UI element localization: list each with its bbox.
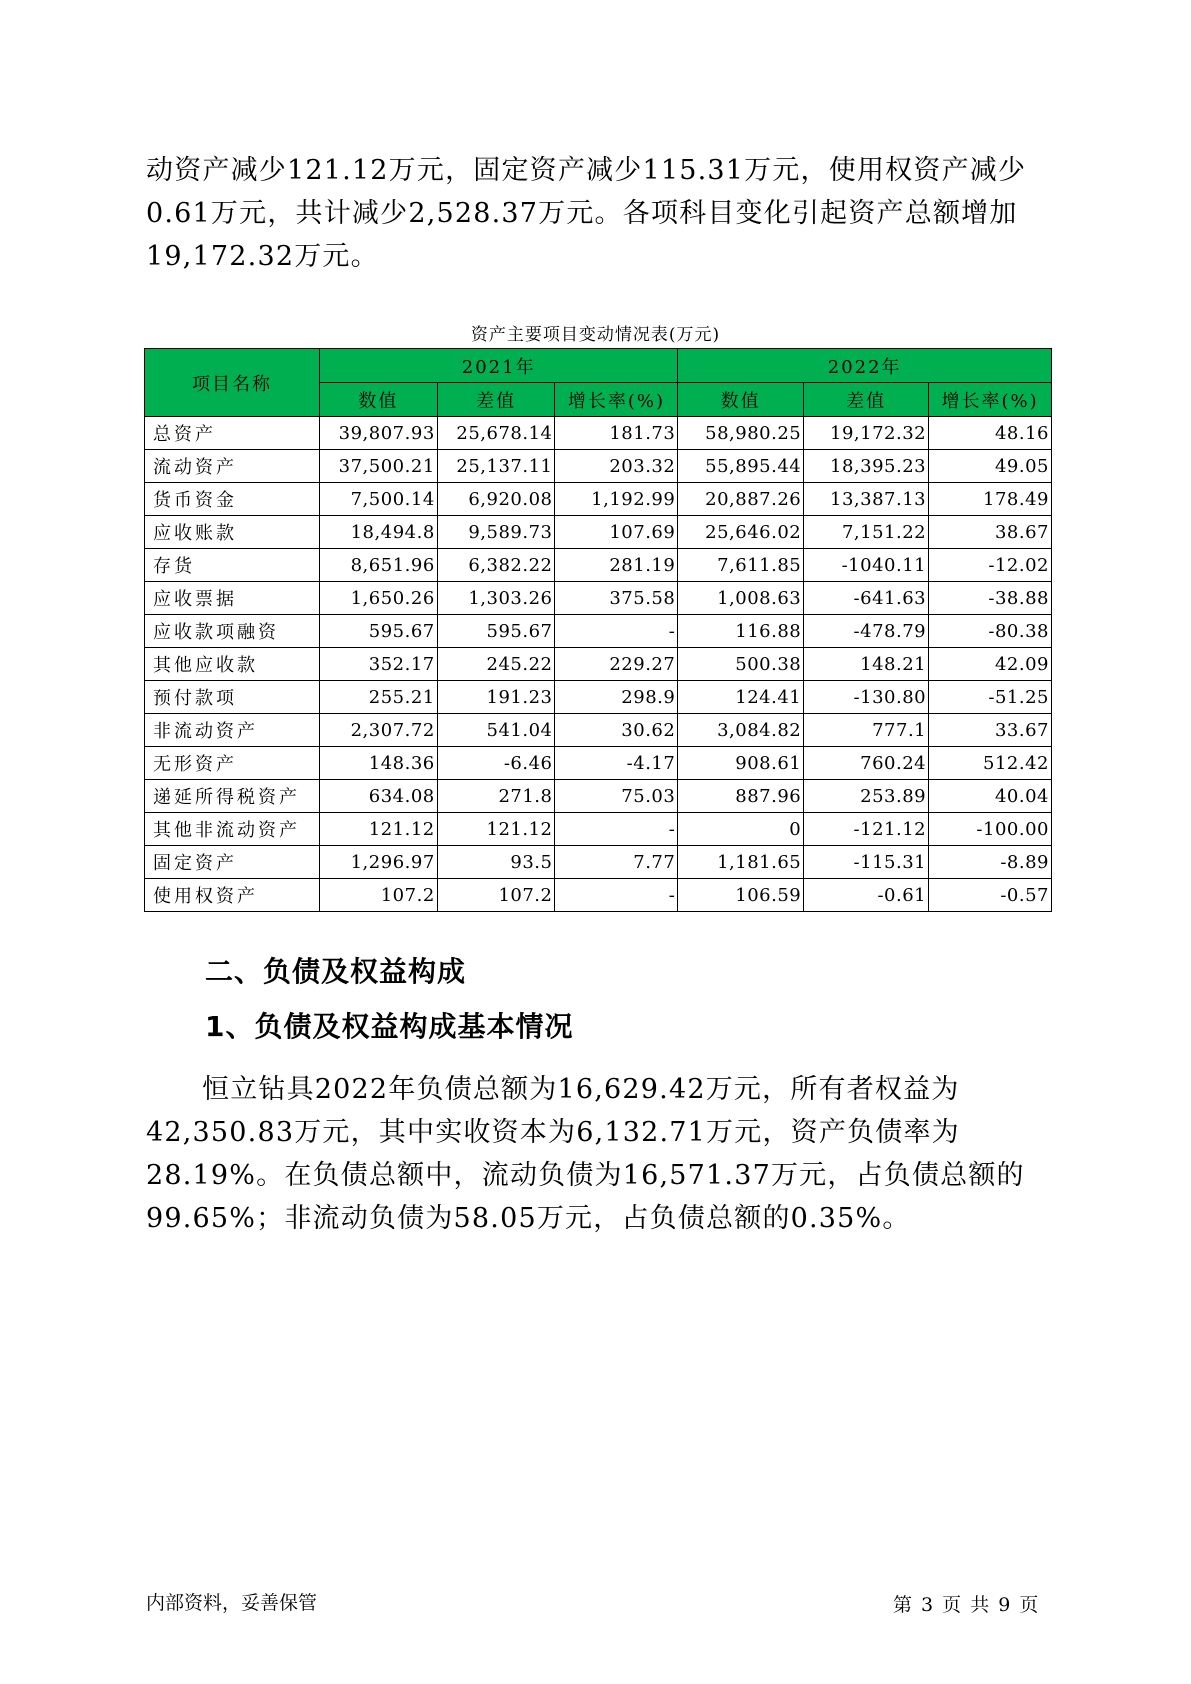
row-value-cell: -80.38 bbox=[929, 615, 1052, 648]
row-value-cell: 500.38 bbox=[678, 648, 804, 681]
row-value-cell: 25,137.11 bbox=[437, 450, 555, 483]
row-value-cell: 55,895.44 bbox=[678, 450, 804, 483]
row-item-name: 预付款项 bbox=[145, 681, 320, 714]
row-item-name: 流动资产 bbox=[145, 450, 320, 483]
row-value-cell: 116.88 bbox=[678, 615, 804, 648]
row-value-cell: 20,887.26 bbox=[678, 483, 804, 516]
row-value-cell: 18,494.8 bbox=[320, 516, 438, 549]
row-value-cell: -0.61 bbox=[804, 879, 929, 912]
row-value-cell: 298.9 bbox=[555, 681, 678, 714]
row-item-name: 非流动资产 bbox=[145, 714, 320, 747]
row-value-cell: 595.67 bbox=[320, 615, 438, 648]
row-value-cell: 512.42 bbox=[929, 747, 1052, 780]
row-value-cell: 1,192.99 bbox=[555, 483, 678, 516]
subsection-heading: 1、负债及权益构成基本情况 bbox=[205, 1010, 574, 1043]
row-value-cell: 1,008.63 bbox=[678, 582, 804, 615]
row-value-cell: -641.63 bbox=[804, 582, 929, 615]
body-paragraph: 恒立钻具2022年负债总额为16,629.42万元，所有者权益为42,350.83万元，其中实收资本为6,132.71万元，资产负债率为28.19%。在负债总额中，流动负债为16,571.37万元，占负债总额的99.65%；非流动负债为58.05万元，占负债总额的0.35%。 bbox=[146, 1074, 1025, 1234]
row-value-cell: 148.36 bbox=[320, 747, 438, 780]
header-difference: 差值 bbox=[804, 383, 929, 417]
row-value-cell: 760.24 bbox=[804, 747, 929, 780]
row-value-cell: 777.1 bbox=[804, 714, 929, 747]
row-value-cell: 281.19 bbox=[555, 549, 678, 582]
row-value-cell: 19,172.32 bbox=[804, 417, 929, 450]
row-item-name: 货币资金 bbox=[145, 483, 320, 516]
table-row bbox=[145, 714, 1052, 747]
row-value-cell: 2,307.72 bbox=[320, 714, 438, 747]
row-value-cell: 106.59 bbox=[678, 879, 804, 912]
row-value-cell: 245.22 bbox=[437, 648, 555, 681]
row-value-cell: - bbox=[555, 879, 678, 912]
row-value-cell: 178.49 bbox=[929, 483, 1052, 516]
row-value-cell: 7,611.85 bbox=[678, 549, 804, 582]
row-value-cell: 181.73 bbox=[555, 417, 678, 450]
row-value-cell: 25,678.14 bbox=[437, 417, 555, 450]
header-year-2022: 2022年 bbox=[678, 349, 1052, 383]
row-value-cell: 6,382.22 bbox=[437, 549, 555, 582]
row-value-cell: 148.21 bbox=[804, 648, 929, 681]
row-value-cell: 107.2 bbox=[320, 879, 438, 912]
row-value-cell: 37,500.21 bbox=[320, 450, 438, 483]
row-value-cell: 13,387.13 bbox=[804, 483, 929, 516]
row-value-cell: -0.57 bbox=[929, 879, 1052, 912]
row-value-cell: 121.12 bbox=[320, 813, 438, 846]
row-value-cell: 75.03 bbox=[555, 780, 678, 813]
table-row bbox=[145, 681, 1052, 714]
row-value-cell: 595.67 bbox=[437, 615, 555, 648]
row-value-cell: 887.96 bbox=[678, 780, 804, 813]
row-value-cell: 0 bbox=[678, 813, 804, 846]
header-value: 数值 bbox=[320, 383, 438, 417]
row-value-cell: 229.27 bbox=[555, 648, 678, 681]
row-value-cell: 33.67 bbox=[929, 714, 1052, 747]
row-value-cell: - bbox=[555, 615, 678, 648]
table-row bbox=[145, 846, 1052, 879]
row-value-cell: 42.09 bbox=[929, 648, 1052, 681]
row-value-cell: 39,807.93 bbox=[320, 417, 438, 450]
row-value-cell: -115.31 bbox=[804, 846, 929, 879]
row-value-cell: 8,651.96 bbox=[320, 549, 438, 582]
row-value-cell: 271.8 bbox=[437, 780, 555, 813]
row-item-name: 应收款项融资 bbox=[145, 615, 320, 648]
row-item-name: 使用权资产 bbox=[145, 879, 320, 912]
header-value: 数值 bbox=[678, 383, 804, 417]
row-value-cell: -100.00 bbox=[929, 813, 1052, 846]
row-value-cell: 93.5 bbox=[437, 846, 555, 879]
row-value-cell: -12.02 bbox=[929, 549, 1052, 582]
table-row bbox=[145, 879, 1052, 912]
table-row bbox=[145, 582, 1052, 615]
section-heading: 二、负债及权益构成 bbox=[205, 955, 467, 988]
row-value-cell: - bbox=[555, 813, 678, 846]
header-growth-rate: 增长率(%) bbox=[555, 383, 678, 417]
row-item-name: 应收账款 bbox=[145, 516, 320, 549]
header-year-2021: 2021年 bbox=[320, 349, 678, 383]
row-value-cell: 18,395.23 bbox=[804, 450, 929, 483]
table-row bbox=[145, 648, 1052, 681]
footer-confidential-note: 内部资料，妥善保管 bbox=[146, 1592, 318, 1614]
row-value-cell: 38.67 bbox=[929, 516, 1052, 549]
row-value-cell: 3,084.82 bbox=[678, 714, 804, 747]
row-value-cell: 1,303.26 bbox=[437, 582, 555, 615]
asset-change-table bbox=[144, 348, 1052, 912]
row-value-cell: 121.12 bbox=[437, 813, 555, 846]
row-value-cell: 107.69 bbox=[555, 516, 678, 549]
table-row bbox=[145, 549, 1052, 582]
row-value-cell: 1,650.26 bbox=[320, 582, 438, 615]
table-caption: 资产主要项目变动情况表(万元) bbox=[470, 325, 721, 345]
row-value-cell: -4.17 bbox=[555, 747, 678, 780]
row-value-cell: 9,589.73 bbox=[437, 516, 555, 549]
intro-paragraph: 动资产减少121.12万元，固定资产减少115.31万元，使用权资产减少0.61万元，共计减少2,528.37万元。各项科目变化引起资产总额增加19,172.32万元。 bbox=[146, 155, 1027, 272]
row-value-cell: 375.58 bbox=[555, 582, 678, 615]
row-value-cell: -130.80 bbox=[804, 681, 929, 714]
row-value-cell: 253.89 bbox=[804, 780, 929, 813]
row-value-cell: 634.08 bbox=[320, 780, 438, 813]
row-value-cell: 7,500.14 bbox=[320, 483, 438, 516]
row-value-cell: 6,920.08 bbox=[437, 483, 555, 516]
row-item-name: 无形资产 bbox=[145, 747, 320, 780]
row-value-cell: -51.25 bbox=[929, 681, 1052, 714]
row-value-cell: 908.61 bbox=[678, 747, 804, 780]
footer-page-number: 第 3 页 共 9 页 bbox=[893, 1594, 1039, 1616]
row-value-cell: 25,646.02 bbox=[678, 516, 804, 549]
row-value-cell: 49.05 bbox=[929, 450, 1052, 483]
row-value-cell: 7,151.22 bbox=[804, 516, 929, 549]
row-value-cell: 107.2 bbox=[437, 879, 555, 912]
row-value-cell: -38.88 bbox=[929, 582, 1052, 615]
table-row bbox=[145, 450, 1052, 483]
header-growth-rate: 增长率(%) bbox=[929, 383, 1052, 417]
row-value-cell: 30.62 bbox=[555, 714, 678, 747]
row-value-cell: 124.41 bbox=[678, 681, 804, 714]
row-value-cell: 58,980.25 bbox=[678, 417, 804, 450]
row-item-name: 应收票据 bbox=[145, 582, 320, 615]
row-value-cell: -8.89 bbox=[929, 846, 1052, 879]
table-row bbox=[145, 813, 1052, 846]
row-value-cell: -1040.11 bbox=[804, 549, 929, 582]
row-value-cell: 255.21 bbox=[320, 681, 438, 714]
row-value-cell: 352.17 bbox=[320, 648, 438, 681]
row-value-cell: 1,296.97 bbox=[320, 846, 438, 879]
row-value-cell: 541.04 bbox=[437, 714, 555, 747]
table-row bbox=[145, 780, 1052, 813]
header-item-name: 项目名称 bbox=[145, 349, 320, 417]
row-item-name: 其他应收款 bbox=[145, 648, 320, 681]
row-value-cell: 203.32 bbox=[555, 450, 678, 483]
table-row bbox=[145, 483, 1052, 516]
row-value-cell: -478.79 bbox=[804, 615, 929, 648]
row-value-cell: 48.16 bbox=[929, 417, 1052, 450]
table-row bbox=[145, 747, 1052, 780]
table-row bbox=[145, 417, 1052, 450]
row-item-name: 递延所得税资产 bbox=[145, 780, 320, 813]
header-difference: 差值 bbox=[437, 383, 555, 417]
row-value-cell: 7.77 bbox=[555, 846, 678, 879]
table-row bbox=[145, 615, 1052, 648]
row-item-name: 固定资产 bbox=[145, 846, 320, 879]
row-item-name: 存货 bbox=[145, 549, 320, 582]
row-value-cell: 1,181.65 bbox=[678, 846, 804, 879]
table-row bbox=[145, 516, 1052, 549]
row-value-cell: -6.46 bbox=[437, 747, 555, 780]
row-item-name: 总资产 bbox=[145, 417, 320, 450]
row-value-cell: 191.23 bbox=[437, 681, 555, 714]
table-body bbox=[145, 417, 1052, 912]
row-value-cell: 40.04 bbox=[929, 780, 1052, 813]
row-value-cell: -121.12 bbox=[804, 813, 929, 846]
row-item-name: 其他非流动资产 bbox=[145, 813, 320, 846]
